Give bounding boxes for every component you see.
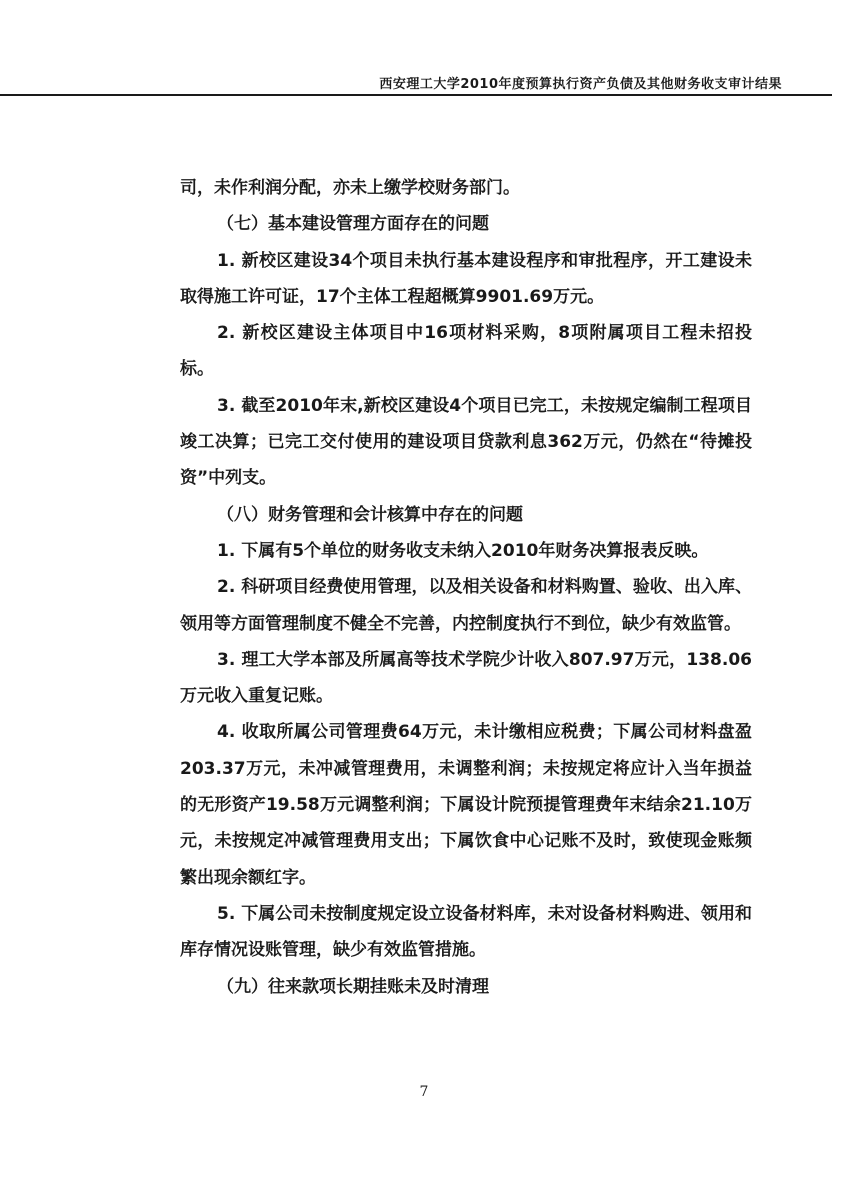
paragraph-item-7-3: 3. 截至2010年末,新校区建设4个项目已完工，未按规定编制工程项目竣工决算；已完工交付使用的建设项目贷款利息362万元，仍然在“待摊投资”中列支。 [180, 395, 752, 489]
paragraph-item-8-5: 5. 下属公司未按制度规定设立设备材料库，未对设备材料购进、领用和库存情况设账管理，缺少有效监管措施。 [180, 903, 752, 961]
running-header [0, 58, 848, 96]
paragraph-item-8-1: 1. 下属有5个单位的财务收支未纳入2010年财务决算报表反映。 [217, 540, 709, 561]
header-rule [0, 94, 832, 96]
paragraph-item-8-3: 3. 理工大学本部及所属高等技术学院少计收入807.97万元，138.06万元收入重复记账。 [180, 649, 752, 707]
paragraph-item-8-4: 4. 收取所属公司管理费64万元，未计缴相应税费；下属公司材料盘盈203.37万元，未冲减管理费用，未调整利润；未按规定将应计入当年损益的无形资产19.58万元调整利润；下属设计院预提管理费年末结余21.10万元，未按规定冲减管理费用支出；下属饮食中心记账不及时，致使现金账频繁出现余额红字。 [180, 722, 752, 888]
paragraph-continuation: 司，未作利润分配，亦未上缴学校财务部门。 [180, 178, 520, 198]
paragraph-item-7-1: 1. 新校区建设34个项目未执行基本建设程序和审批程序，开工建设未取得施工许可证，17个主体工程超概算9901.69万元。 [180, 250, 752, 307]
section-heading-9: （九）往来款项长期挂账未及时清理 [217, 976, 489, 997]
page-number: 7 [419, 1084, 429, 1100]
paragraph-item-7-2: 2. 新校区建设主体项目中16项材料采购，8项附属项目工程未招投标。 [180, 323, 752, 380]
section-heading-7: （七）基本建设管理方面存在的问题 [217, 214, 489, 235]
body-text [180, 170, 752, 1005]
paragraph-item-8-2: 2. 科研项目经费使用管理，以及相关设备和材料购置、验收、出入库、领用等方面管理制度不健全不完善，内控制度执行不到位，缺少有效监管。 [180, 577, 752, 634]
section-heading-8: （八）财务管理和会计核算中存在的问题 [217, 504, 523, 525]
header-title: 西安理工大学2010年度预算执行资产负债及其他财务收支审计结果 [379, 77, 782, 92]
